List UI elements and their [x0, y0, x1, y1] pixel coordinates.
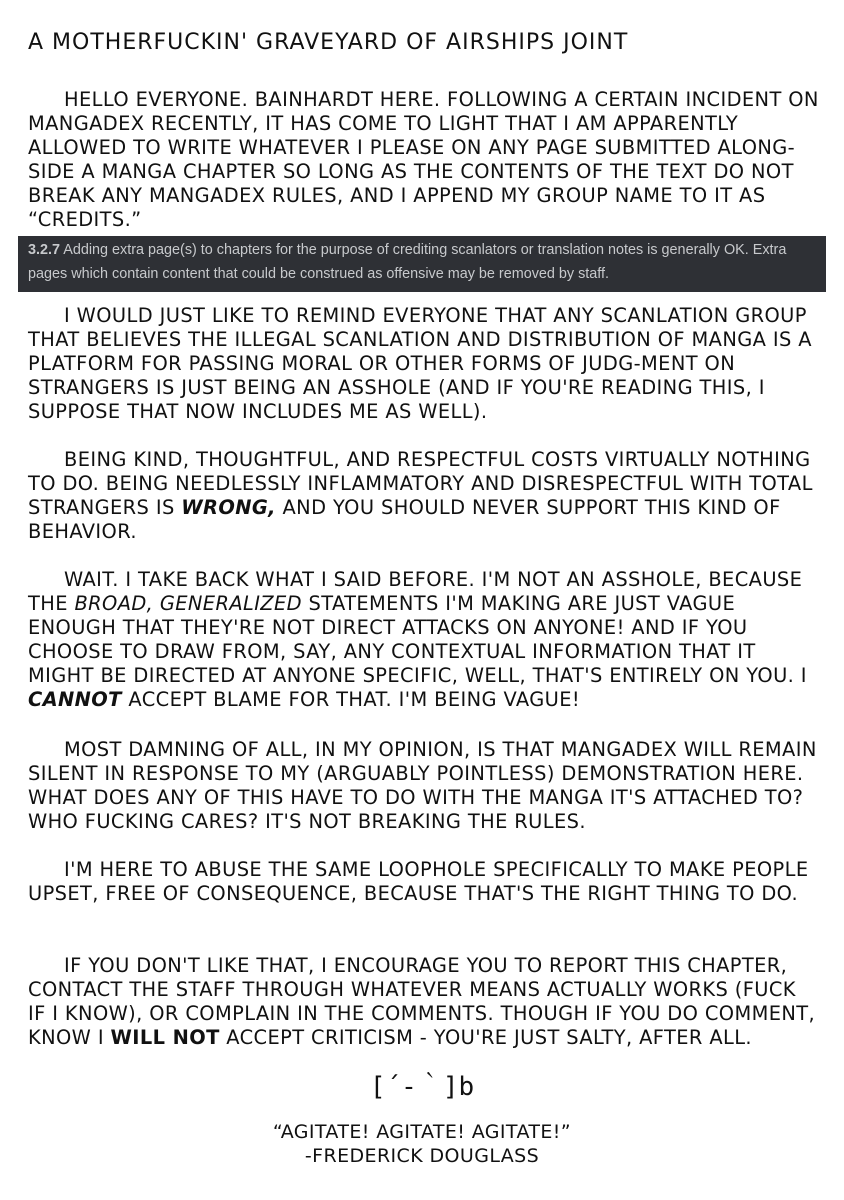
- rule-quote-box: [18, 236, 826, 292]
- vague-text-a: WAIT. I TAKE BACK WHAT I SAID BEFORE. I'M NOT AN ASSHOLE, BECAUSE THE: [28, 568, 803, 615]
- page-title: A MOTHERFUCKIN' GRAVEYARD OF AIRSHIPS JOINT: [28, 30, 629, 55]
- quote-attribution: -FREDERICK DOUGLASS: [304, 1145, 540, 1167]
- vague-text-e: ACCEPT BLAME FOR THAT. I'M BEING VAGUE!: [121, 688, 581, 711]
- thumbs-up-emoticon: [´-｀]b: [369, 1072, 475, 1102]
- paragraph-report: [28, 954, 820, 1050]
- emphasis-wrong: WRONG,: [181, 496, 276, 519]
- emphasis-cannot: CANNOT: [28, 688, 122, 711]
- rule-number: 3.2.7: [28, 242, 61, 258]
- emphasis-broad-generalized: BROAD, GENERALIZED: [74, 592, 302, 615]
- report-text-c: ACCEPT CRITICISM - YOU'RE JUST SALTY, AFTER ALL.: [219, 1026, 752, 1049]
- rule-text: Adding extra page(s) to chapters for the purpose of crediting scanlators or translation notes is generally OK. Extra pages which contain content that could be construed as offensive may be removed by staff.: [28, 242, 787, 282]
- paragraph-loophole: I'M HERE TO ABUSE THE SAME LOOPHOLE SPECIFICALLY TO MAKE PEOPLE UPSET, FREE OF CONSEQUENCE, BECAUSE THAT'S THE RIGHT THING TO DO.: [28, 858, 809, 905]
- paragraph-intro: HELLO EVERYONE. BAINHARDT HERE. FOLLOWING A CERTAIN INCIDENT ON MANGADEX RECENTLY, IT HAS COME TO LIGHT THAT I AM APPARENTLY ALLOWED TO WRITE WHATEVER I PLEASE ON ANY PAGE SUBMITTED ALONG-SIDE A MANGA CHAPTER SO LONG AS THE CONTENTS OF THE TEXT DO NOT BREAK ANY MANGADEX RULES, AND I APPEND MY GROUP NAME TO IT AS “CREDITS.”: [28, 88, 819, 231]
- paragraph-damning: MOST DAMNING OF ALL, IN MY OPINION, IS THAT MANGADEX WILL REMAIN SILENT IN RESPONSE TO MY (ARGUABLY POINTLESS) DEMONSTRATION HERE. WHAT DOES ANY OF THIS HAVE TO DO WITH THE MANGA IT'S ATTACHED TO? WHO FUCKING CARES? IT'S NOT BREAKING THE RULES.: [28, 738, 817, 833]
- closing-quote: [0, 1120, 844, 1168]
- kindness-text-c: AND YOU SHOULD NEVER SUPPORT THIS KIND OF BEHAVIOR.: [28, 496, 781, 543]
- paragraph-vague: [28, 568, 820, 712]
- vague-text-c: STATEMENTS I'M MAKING ARE JUST VAGUE ENOUGH THAT THEY'RE NOT DIRECT ATTACKS ON ANYONE! AND IF YOU CHOOSE TO DRAW FROM, SAY, ANY CONTEXTUAL INFORMATION THAT IT MIGHT BE DIRECTED AT ANYONE SPECIFIC, WELL, THAT'S ENTIRELY ON YOU. I: [28, 592, 807, 687]
- paragraph-reminder: I WOULD JUST LIKE TO REMIND EVERYONE THAT ANY SCANLATION GROUP THAT BELIEVES THE ILLEGAL SCANLATION AND DISTRIBUTION OF MANGA IS A PLATFORM FOR PASSING MORAL OR OTHER FORMS OF JUDG-MENT ON STRANGERS IS JUST BEING AN ASSHOLE (AND IF YOU'RE READING THIS, I SUPPOSE THAT NOW INCLUDES ME AS WELL).: [28, 304, 812, 423]
- emphasis-will-not: WILL NOT: [110, 1026, 220, 1049]
- quote-text: “AGITATE! AGITATE! AGITATE!”: [272, 1121, 572, 1143]
- kindness-text-a: BEING KIND, THOUGHTFUL, AND RESPECTFUL COSTS VIRTUALLY NOTHING TO DO. BEING NEEDLESSLY INFLAMMATORY AND DISRESPECTFUL WITH TOTAL STRANGERS IS: [28, 448, 813, 519]
- report-text-a: IF YOU DON'T LIKE THAT, I ENCOURAGE YOU TO REPORT THIS CHAPTER, CONTACT THE STAFF THROUGH WHATEVER MEANS ACTUALLY WORKS (FUCK IF I KNOW), OR COMPLAIN IN THE COMMENTS. THOUGH IF YOU DO COMMENT, KNOW I: [28, 954, 816, 1049]
- paragraph-kindness: [28, 448, 820, 544]
